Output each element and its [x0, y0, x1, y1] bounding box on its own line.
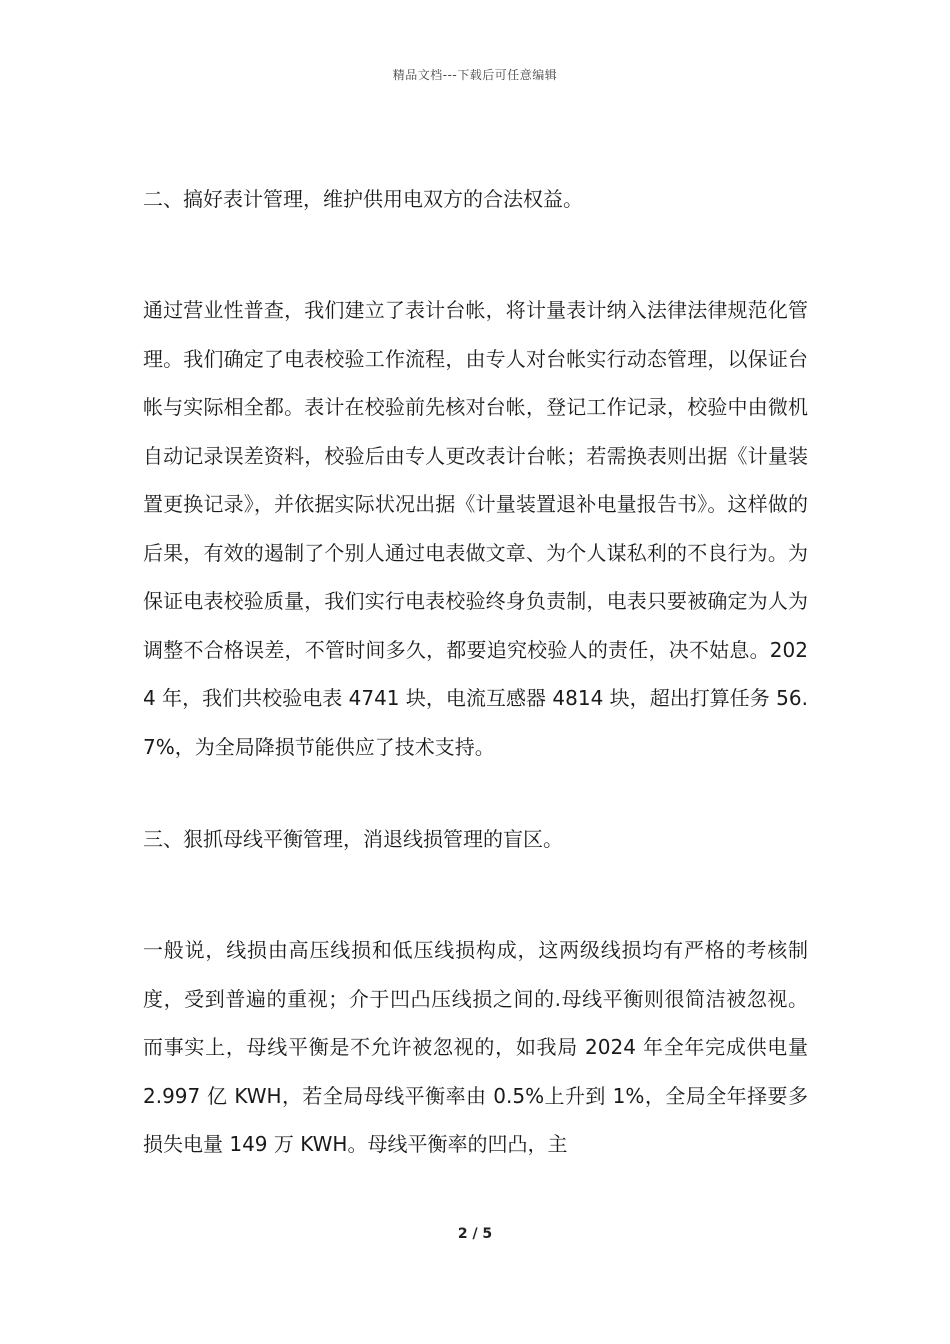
section-heading-2: 二、搞好表计管理，维护供用电双方的合法权益。 — [143, 187, 583, 211]
section-heading-3: 三、狠抓母线平衡管理，消退线损管理的盲区。 — [143, 827, 563, 851]
document-body — [143, 175, 808, 1169]
section-paragraph-3: 一般说，线损由高压线损和低压线损构成，这两级线损均有严格的考核制度，受到普遍的重视；介于凹凸压线损之间的.母线平衡则很简洁被忽视。而事实上，母线平衡是不允许被忽视的，如我局 2024 年全年完成供电量 2.997 亿 KWH，若全局母线平衡率由 0.5%上升到 1%，全局全年择要多损失电量 149 万 KWH。母线平衡率的凹凸，主 — [143, 938, 808, 1156]
page-number: 2 / 5 — [457, 1226, 493, 1242]
section-paragraph-2: 通过营业性普查，我们建立了表计台帐，将计量表计纳入法律法律规范化管理。我们确定了电表校验工作流程，由专人对台帐实行动态管理，以保证台帐与实际相全都。表计在校验前先核对台帐，登记工作记录，校验中由微机自动记录误差资料，校验后由专人更改表计台帐；若需换表则出据《计量装置更换记录》，并依据实际状况出据《计量装置退补电量报告书》。这样做的后果，有效的遏制了个别人通过电表做文章、为个人谋私利的不良行为。为保证电表校验质量，我们实行电表校验终身负责制，电表只要被确定为人为调整不合格误差，不管时间多久，都要追究校验人的责任，决不姑息。2024 年，我们共校验电表 4741 块，电流互感器 4814 块，超出打算任务 56.7%，为全局降损节能供应了技术支持。 — [143, 298, 808, 759]
page-header: 精品文档---下载后可任意编辑 — [392, 68, 558, 82]
